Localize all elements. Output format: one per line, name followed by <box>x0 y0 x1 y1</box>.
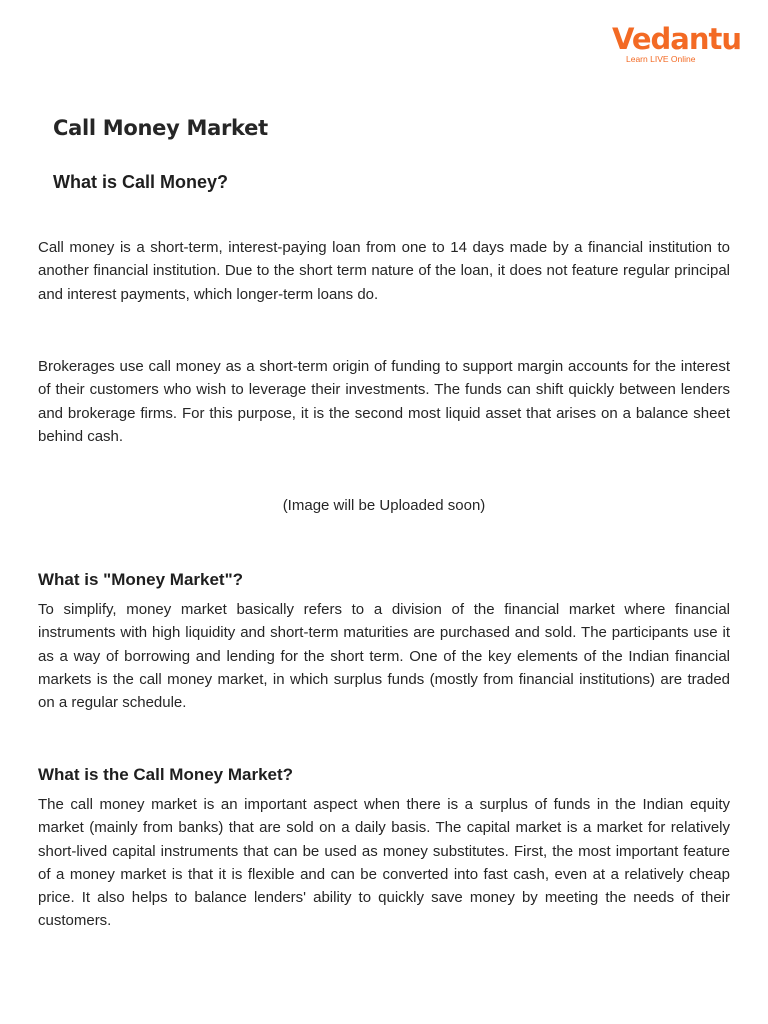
paragraph-call-money-definition: Call money is a short-term, interest-paying loan from one to 14 days made by a financial institution to another financial institution. Due to the short term nature of the loan, it does not feature regular principal and interest payments, which longer-term loans do. <box>38 239 730 303</box>
heading-call-money-market: What is the Call Money Market? <box>38 765 294 784</box>
paragraph-call-money-market: The call money market is an important aspect when there is a surplus of funds in the Indian equity market (mainly from banks) that are sold on a daily basis. The capital market is a market for relatively short-lived capital instruments that can be used as money substitutes. First, the most important feature of a money market is that it is flexible and can be converted into fast cash, even at a relatively cheap price. It also helps to balance lenders' ability to quickly save money by meeting the needs of their customers. <box>38 796 730 930</box>
paragraph-money-market: To simplify, money market basically refers to a division of the financial market where financial instruments with high liquidity and short-term maturities are purchased and sold. The participants use it as a way of borrowing and lending for the short term. One of the key elements of the Indian financial markets is the call money market, in which surplus funds (mostly from financial institutions) are traded on a regular schedule. <box>38 601 730 712</box>
section-subtitle: What is Call Money? <box>53 172 229 192</box>
logo-wordmark: Vedantu <box>612 22 742 56</box>
paragraph-brokerages: Brokerages use call money as a short-term origin of funding to support margin accounts for the interest of their customers who wish to leverage their investments. The funds can shift quickly between lenders and brokerage firms. For this purpose, it is the second most liquid asset that arises on a balance sheet behind cash. <box>38 358 730 445</box>
image-placeholder: (Image will be Uploaded soon) <box>282 497 486 514</box>
page-title: Call Money Market <box>53 116 268 140</box>
logo-tagline: Learn LIVE Online <box>626 54 696 64</box>
vedantu-logo <box>612 22 742 64</box>
heading-money-market: What is "Money Market"? <box>38 570 244 589</box>
